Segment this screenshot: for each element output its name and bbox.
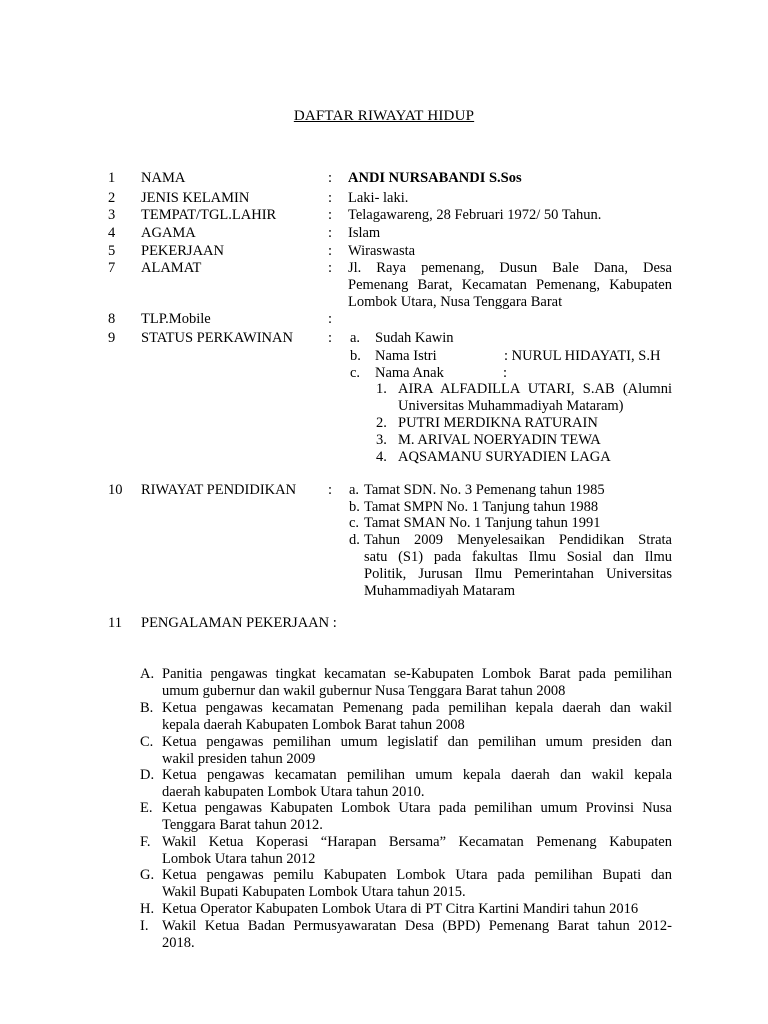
child-line: PUTRI MERDIKNA RATURAIN: [398, 415, 598, 431]
list-marker: I.: [140, 918, 149, 934]
field-number: 2: [108, 190, 116, 206]
experience-line: Ketua pengawas Kabupaten Lombok Utara pada pemilihan umum Provinsi Nusa: [162, 800, 672, 816]
experience-text: [162, 918, 672, 952]
list-marker: d.: [349, 532, 360, 548]
field-value: Laki- laki.: [348, 190, 409, 206]
field-label: STATUS PERKAWINAN: [141, 330, 293, 346]
experience-line: Ketua Operator Kabupaten Lombok Utara di PT Citra Kartini Mandiri tahun 2016: [162, 901, 639, 917]
list-label: Nama Istri: [375, 348, 437, 364]
field-number: 8: [108, 311, 116, 327]
experience-line: Wakil Ketua Badan Permusyawaratan Desa (BPD) Pemenang Barat tahun 2012-: [162, 918, 672, 934]
document-title: DAFTAR RIWAYAT HIDUP: [293, 108, 475, 124]
list-marker: c.: [349, 515, 360, 531]
list-text: Sudah Kawin: [375, 330, 454, 346]
list-marker: C.: [140, 734, 154, 750]
child-line: M. ARIVAL NOERYADIN TEWA: [398, 432, 601, 448]
education-text: [364, 532, 672, 600]
list-marker: G.: [140, 867, 155, 883]
list-marker: b.: [350, 348, 361, 364]
list-marker: 2.: [376, 415, 387, 431]
experience-line: Ketua pengawas kecamatan pemilihan umum kepala daerah dan wakil kepala: [162, 767, 672, 783]
experience-text: [162, 700, 672, 734]
field-label: RIWAYAT PENDIDIKAN: [141, 482, 297, 498]
experience-text: [162, 734, 672, 768]
field-number: 9: [108, 330, 116, 346]
experience-line: Lombok Utara tahun 2012: [162, 851, 316, 867]
field-label: ALAMAT: [141, 260, 202, 276]
education-line: satu (S1) pada fakultas Ilmu Sosial dan Ilmu: [364, 549, 672, 565]
child-line: AQSAMANU SURYADIEN LAGA: [398, 449, 611, 465]
field-number: 3: [108, 207, 116, 223]
experience-line: Ketua pengawas pemilu Kabupaten Lombok Utara pada pemilihan Bupati dan: [162, 867, 672, 883]
experience-text: [162, 901, 672, 918]
experience-line: daerah kabupaten Lombok Utara tahun 2010.: [162, 784, 425, 800]
list-marker: c.: [350, 365, 361, 381]
field-value: Islam: [348, 225, 381, 241]
list-marker: D.: [140, 767, 155, 783]
field-colon: :: [328, 482, 333, 498]
field-number: 4: [108, 225, 116, 241]
experience-line: umum gubernur dan wakil gubernur Nusa Tenggara Barat tahun 2008: [162, 683, 566, 699]
field-label: PEKERJAAN: [141, 243, 224, 259]
list-marker: F.: [140, 834, 151, 850]
list-marker: B.: [140, 700, 154, 716]
field-colon: :: [328, 190, 333, 206]
experience-line: 2018.: [162, 935, 195, 951]
field-number: 1: [108, 170, 116, 186]
field-number: 11: [108, 615, 122, 631]
child-text: [398, 381, 672, 415]
experience-line: Ketua pengawas kecamatan Pemenang pada pemilihan kepala daerah dan wakil: [162, 700, 672, 716]
education-line: Muhammadiyah Mataram: [364, 583, 515, 599]
field-value: Wiraswasta: [348, 243, 416, 259]
child-line: AIRA ALFADILLA UTARI, S.AB (Alumni: [398, 381, 672, 397]
experience-text: [162, 767, 672, 801]
field-colon: :: [328, 225, 333, 241]
field-colon: :: [328, 330, 333, 346]
field-number: 7: [108, 260, 116, 276]
field-label: TEMPAT/TGL.LAHIR: [141, 207, 277, 223]
address-line: Lombok Utara, Nusa Tenggara Barat: [348, 294, 563, 310]
field-label: AGAMA: [141, 225, 196, 241]
address-line: Jl. Raya pemenang, Dusun Bale Dana, Desa: [348, 260, 672, 276]
experience-line: Wakil Ketua Koperasi “Harapan Bersama” Kecamatan Pemenang Kabupaten: [162, 834, 672, 850]
address-line: Pemenang Barat, Kecamatan Pemenang, Kabupaten: [348, 277, 672, 293]
field-label: PENGALAMAN PEKERJAAN :: [141, 615, 337, 631]
field-colon: :: [328, 170, 333, 186]
list-label: Nama Anak: [375, 365, 444, 381]
field-colon: :: [328, 207, 333, 223]
experience-line: Tenggara Barat tahun 2012.: [162, 817, 323, 833]
experience-text: [162, 666, 672, 700]
field-number: 5: [108, 243, 116, 259]
education-line: Politik, Jurusan Ilmu Pemerintahan Universitas: [364, 566, 672, 582]
experience-line: wakil presiden tahun 2009: [162, 751, 316, 767]
experience-text: [162, 834, 672, 868]
list-marker: a.: [350, 330, 361, 346]
experience-text: [162, 867, 672, 901]
list-marker: 3.: [376, 432, 387, 448]
list-marker: b.: [349, 499, 360, 515]
field-value: Telagawareng, 28 Februari 1972/ 50 Tahun.: [348, 207, 602, 223]
experience-line: Wakil Bupati Kabupaten Lombok Utara tahun 2015.: [162, 884, 466, 900]
list-marker: a.: [349, 482, 360, 498]
field-colon: :: [328, 260, 333, 276]
list-marker: H.: [140, 901, 155, 917]
field-value: ANDI NURSABANDI S.Sos: [348, 170, 522, 186]
experience-line: kepala daerah Kabupaten Lombok Barat tahun 2008: [162, 717, 465, 733]
field-colon: :: [328, 243, 333, 259]
education-line: Tahun 2009 Menyelesaikan Pendidikan Strata: [364, 532, 672, 548]
field-value-address: [348, 260, 672, 311]
education-line: Tamat SMPN No. 1 Tanjung tahun 1988: [364, 499, 599, 515]
list-value: : NURUL HIDAYATI, S.H: [504, 348, 661, 364]
experience-line: Ketua pengawas pemilihan umum legislatif dan pemilihan umum presiden dan: [162, 734, 672, 750]
list-marker: E.: [140, 800, 153, 816]
list-marker: 4.: [376, 449, 387, 465]
list-marker: A.: [140, 666, 155, 682]
child-line: Universitas Muhammadiyah Mataram): [398, 398, 624, 414]
experience-line: Panitia pengawas tingkat kecamatan se-Kabupaten Lombok Barat pada pemilihan: [162, 666, 672, 682]
field-label: TLP.Mobile: [141, 311, 211, 327]
field-label: JENIS KELAMIN: [141, 190, 250, 206]
field-label: NAMA: [141, 170, 186, 186]
education-line: Tamat SDN. No. 3 Pemenang tahun 1985: [364, 482, 605, 498]
field-number: 10: [108, 482, 123, 498]
list-marker: 1.: [376, 381, 387, 397]
experience-text: [162, 800, 672, 834]
education-line: Tamat SMAN No. 1 Tanjung tahun 1991: [364, 515, 601, 531]
list-colon: :: [503, 365, 508, 381]
field-colon: :: [328, 311, 333, 327]
